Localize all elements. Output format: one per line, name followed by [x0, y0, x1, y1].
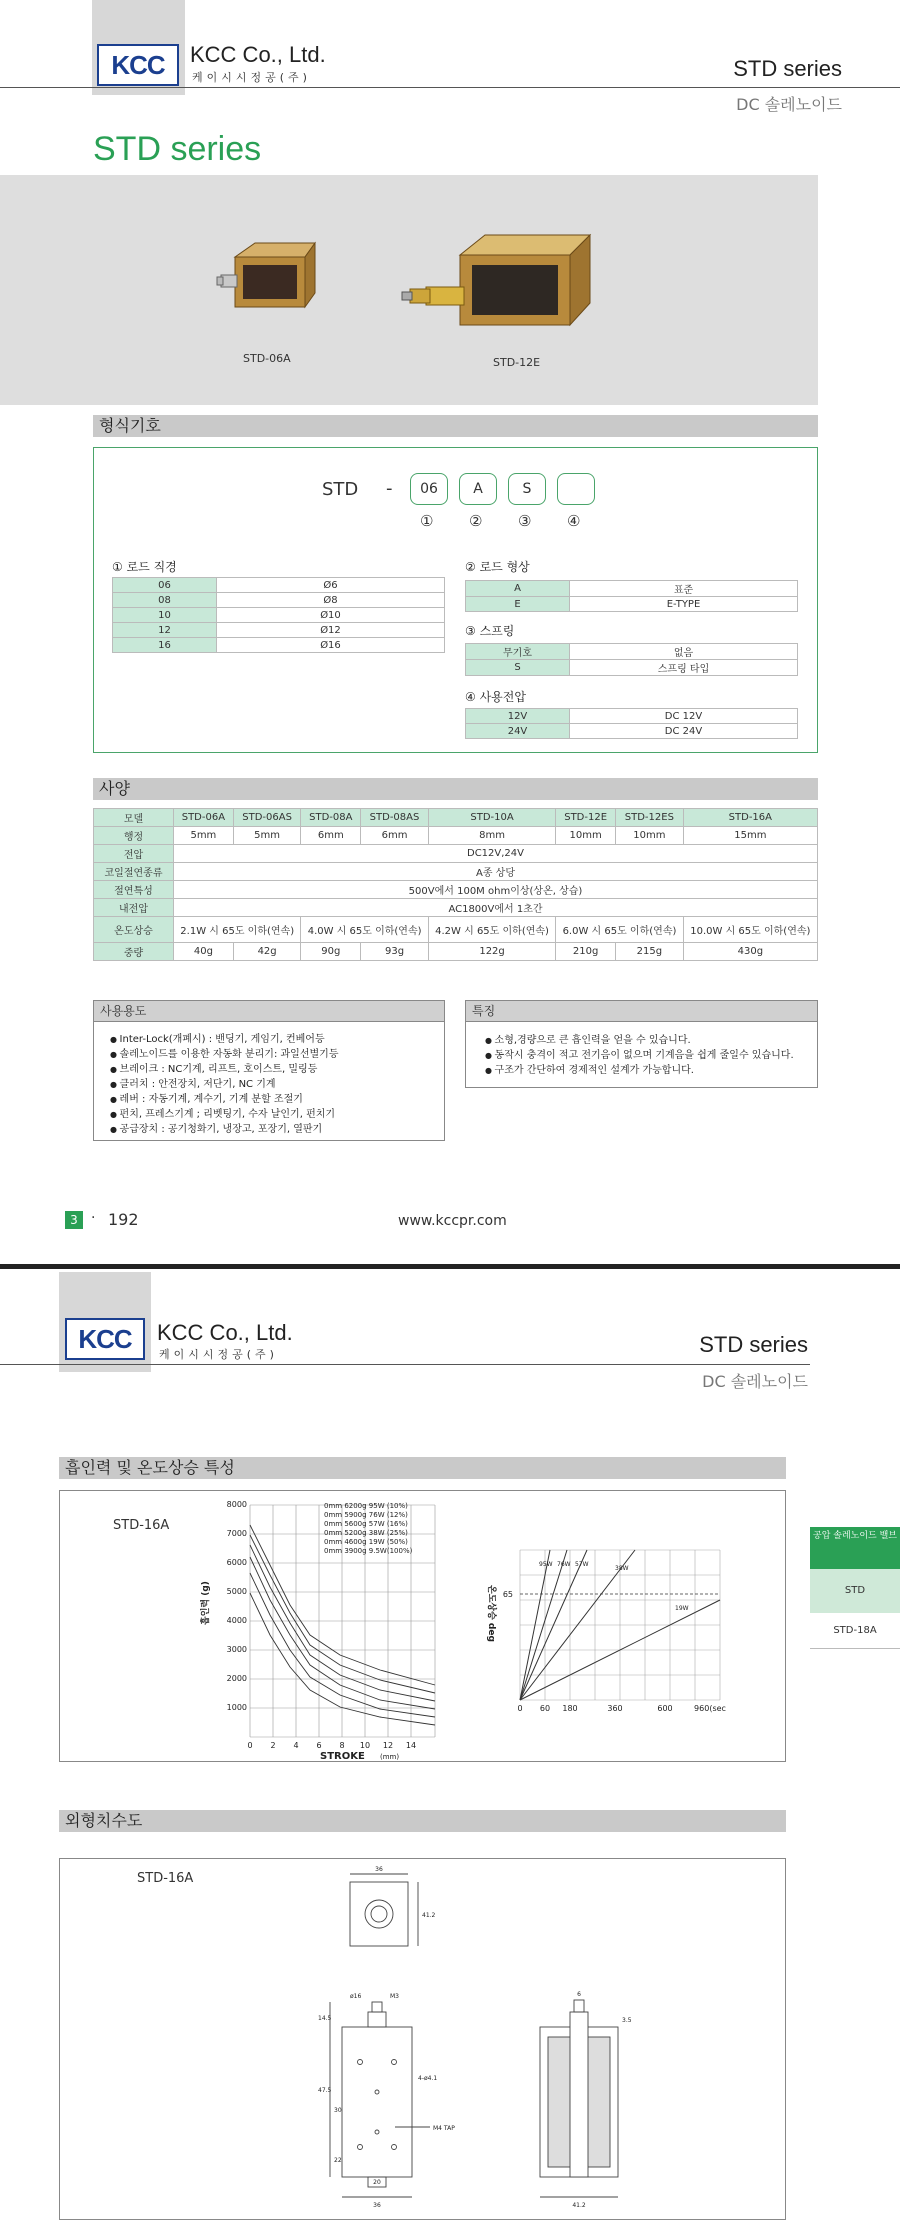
spec-table: 모델 STD-06A STD-06AS STD-08A STD-08AS STD-10A STD-12E STD-12ES STD-16A 행정 5mm 5mm 6mm 6mm 8mm 10mm 10mm 15mm 전압 DC12V,24V 코일절연종류 A종 상당 절연특성 500V에서 100M ohm이상(상온, 상습) 내전압 AC1800V에서 1초간 온도상승 2.1W 시 65도 이하(연속) 4.0W 시 65도 이하(연속) 4.2W 시 65도 이하(연속) 6.0W 시 65도 이하(연속) 10.0W 시 65도 이하(연속) 중량 40g 42g 90g 93g 122g 210g 215g 430g — [93, 808, 818, 961]
dimension-drawing — [290, 1862, 670, 2217]
temp-xtick: 60 — [539, 1704, 551, 1713]
feature-item: ● 구조가 간단하여 경제적인 설계가 가능합니다. — [485, 1063, 794, 1078]
code-num-1: ① — [420, 512, 434, 530]
series-subheader: DC 솔레노이드 — [736, 95, 842, 114]
company-name: KCC Co., Ltd. — [190, 42, 326, 67]
force-xlabel: STROKE — [320, 1751, 365, 1760]
kcc-logo-p2: KCC — [65, 1318, 145, 1360]
force-ytick: 8000 — [226, 1500, 247, 1509]
footer-url[interactable]: www.kccpr.com — [398, 1213, 507, 1229]
rod-diameter-table: 06 Ø6 08 Ø8 10 Ø10 12 Ø12 16 Ø16 — [112, 577, 445, 653]
product-image-std12e — [400, 225, 600, 340]
force-xtick: 12 — [382, 1741, 394, 1750]
section-bar-characteristics: 흡인력 및 온도상승 특성 — [59, 1457, 786, 1479]
force-xtick: 8 — [339, 1741, 345, 1750]
temp-xtick: 180 — [562, 1704, 578, 1713]
temp-xtick: 960(sec — [694, 1704, 726, 1713]
section-bar-spec: 사양 — [93, 778, 818, 800]
voltage-title: ④ 사용전압 — [465, 690, 526, 704]
force-legend: 0mm 3900g 9.5W(100%) — [324, 1547, 413, 1555]
side-tab-std18a[interactable]: STD-18A — [810, 1613, 900, 1649]
force-xtick: 4 — [293, 1741, 299, 1750]
usage-item: ● Inter-Lock(개폐시) : 밴딩기, 게임기, 컨베어등 — [110, 1032, 338, 1047]
dim-model-label: STD-16A — [137, 1871, 194, 1886]
force-xtick: 2 — [270, 1741, 276, 1750]
force-ytick: 2000 — [226, 1674, 247, 1683]
section-bar-model-code: 형식기호 — [93, 415, 818, 437]
code-num-3: ③ — [518, 512, 532, 530]
series-header-p2: STD series — [699, 1332, 808, 1357]
force-ytick: 5000 — [226, 1587, 247, 1596]
usage-item: ● 공급장치 : 공기청화기, 냉장고, 포장기, 열판기 — [110, 1122, 338, 1137]
photo-caption-std12e: STD-12E — [493, 356, 541, 369]
temp-ylabel: 온도상승 deg — [486, 1585, 496, 1642]
force-stroke-chart — [200, 1495, 450, 1760]
temp-xtick: 600 — [657, 1704, 673, 1713]
force-ytick: 4000 — [226, 1616, 247, 1625]
features-list — [485, 1033, 794, 1078]
usage-item: ● 클러치 : 안전장치, 저단기, NC 기계 — [110, 1077, 338, 1092]
page-title: STD series — [93, 130, 262, 168]
page-number: 192 — [108, 1210, 139, 1229]
char-model-label: STD-16A — [113, 1518, 170, 1533]
temperature-chart — [475, 1540, 735, 1715]
dim-label: M4 TAP — [433, 2125, 455, 2132]
photo-caption-std06a: STD-06A — [243, 352, 291, 365]
voltage-table: 12V DC 12V 24V DC 24V — [465, 708, 798, 739]
dim-label: 47.5 — [318, 2087, 332, 2094]
page-separator — [0, 1264, 900, 1269]
rod-shape-table: A 표준 E E-TYPE — [465, 580, 798, 612]
force-legend: 0mm 5600g 57W (16%) — [324, 1520, 408, 1528]
dim-label: 41.2 — [422, 1912, 436, 1919]
force-xtick: 10 — [359, 1741, 371, 1750]
force-legend: 0mm 5200g 38W (25%) — [324, 1529, 408, 1537]
temp-xtick: 360 — [607, 1704, 623, 1713]
temp-line-label: 76W — [557, 1561, 571, 1568]
dim-label: 20 — [373, 2179, 381, 2186]
temp-line-label: 38W — [615, 1565, 629, 1572]
dim-label: 4-ø4.1 — [418, 2075, 438, 2082]
company-name-p2: KCC Co., Ltd. — [157, 1320, 293, 1345]
code-box-2: A — [459, 473, 497, 505]
force-ytick: 7000 — [226, 1529, 247, 1538]
rod-diameter-title: ① 로드 직경 — [112, 560, 177, 574]
company-name-kr: 케이시시정공(주) — [192, 71, 311, 84]
force-legend: 0mm 4600g 19W (50%) — [324, 1538, 408, 1546]
features-header: 특징 — [465, 1000, 818, 1022]
dim-label: ø16 — [350, 1993, 362, 2000]
dim-label: 36 — [375, 1866, 383, 1873]
product-image-std06a — [215, 235, 325, 325]
section-bar-dimensions: 외형치수도 — [59, 1810, 786, 1832]
feature-item: ● 동작시 충격이 적고 전기음이 없으며 기계음을 쉽게 줄일수 있습니다. — [485, 1048, 794, 1063]
dim-label: 6 — [577, 1991, 581, 1998]
side-tab-std[interactable]: STD — [810, 1569, 900, 1613]
dim-label: M3 — [390, 1993, 399, 2000]
footer-dot: · — [91, 1210, 96, 1226]
temp-line-label: 95W — [539, 1561, 553, 1568]
force-xtick: 0 — [247, 1741, 253, 1750]
dim-label: 14.5 — [318, 2015, 332, 2022]
model-dash: - — [386, 478, 393, 499]
force-ylabel: 흡인력 (g) — [201, 1581, 211, 1625]
series-subheader-p2: DC 솔레노이드 — [702, 1372, 808, 1391]
dim-label: 3.5 — [622, 2017, 632, 2024]
dim-label: 36 — [373, 2202, 381, 2209]
header-divider — [0, 87, 900, 88]
force-ytick: 6000 — [226, 1558, 247, 1567]
code-box-1: 06 — [410, 473, 448, 505]
temp-ytick: 65 — [502, 1590, 513, 1599]
usage-item: ● 브레이크 : NC기계, 리프트, 호이스트, 밀링등 — [110, 1062, 338, 1077]
usage-header: 사용용도 — [93, 1000, 445, 1022]
feature-item: ● 소형,경량으로 큰 흡인력을 얻을 수 있습니다. — [485, 1033, 794, 1048]
temp-line-label: 19W — [675, 1605, 689, 1612]
code-num-4: ④ — [567, 512, 581, 530]
chapter-badge: 3 — [65, 1211, 83, 1229]
temp-line-label: 57W — [575, 1561, 589, 1568]
usage-item: ● 펀치, 프레스기계 ; 리벳팅기, 수자 날인기, 펀치기 — [110, 1107, 338, 1122]
usage-list — [110, 1032, 338, 1137]
usage-item: ● 솔레노이드를 이용한 자동화 분리기: 과일선별기등 — [110, 1047, 338, 1062]
force-xtick: 14 — [405, 1741, 417, 1750]
spring-title: ③ 스프링 — [465, 624, 515, 638]
kcc-logo: KCC — [97, 44, 179, 86]
force-ytick: 3000 — [226, 1645, 247, 1654]
series-header: STD series — [733, 56, 842, 81]
temp-xtick: 0 — [517, 1704, 523, 1713]
dim-label: 41.2 — [572, 2202, 586, 2209]
code-num-2: ② — [469, 512, 483, 530]
dim-label: 22 — [334, 2157, 342, 2164]
force-legend: 0mm 6200g 95W (10%) — [324, 1502, 408, 1510]
model-prefix: STD — [322, 479, 359, 500]
dim-label: 30 — [334, 2107, 342, 2114]
usage-item: ● 레버 : 자동기계, 계수기, 기계 분할 조절기 — [110, 1092, 338, 1107]
rod-shape-title: ② 로드 형상 — [465, 560, 530, 574]
force-ytick: 1000 — [226, 1703, 247, 1712]
company-name-kr-p2: 케이시시정공(주) — [159, 1348, 278, 1361]
side-tab-pneumatic[interactable]: 공압 솔레노이드 밸브 — [810, 1527, 900, 1569]
force-xtick: 6 — [316, 1741, 322, 1750]
force-legend: 0mm 5900g 76W (12%) — [324, 1511, 408, 1519]
code-box-4 — [557, 473, 595, 505]
header-divider-p2 — [0, 1364, 810, 1365]
code-box-3: S — [508, 473, 546, 505]
spring-table: 무기호 없음 S 스프링 타입 — [465, 643, 798, 676]
force-xunit: (mm) — [380, 1753, 400, 1760]
